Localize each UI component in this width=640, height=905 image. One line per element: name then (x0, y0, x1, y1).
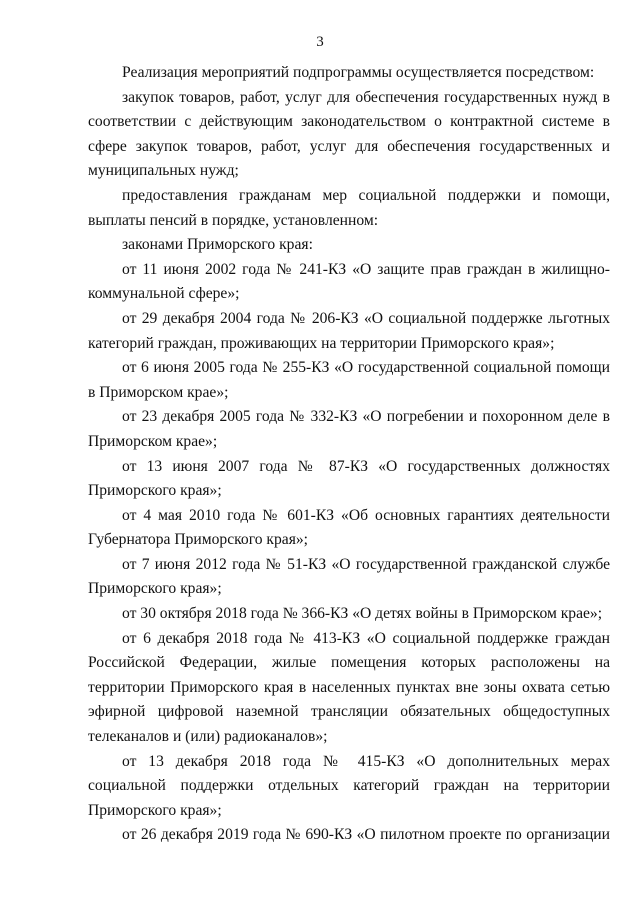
law-item-366-kz: от 30 октября 2018 года № 366-КЗ «О детях войны в Приморском крае»; (122, 605, 603, 623)
law-item-51-kz: от 7 июня 2012 года № 51-КЗ «О государственной гражданской службе Приморского края»; (88, 555, 610, 598)
law-item-413-kz: от 6 декабря 2018 года № 413-КЗ «О социальной поддержке граждан Российской Федерации, жилые помещения которых расположены на территории Приморского края в населенных пунктах вне зоны охвата сетью эфирной цифровой наземной трансляции обязательных общедоступных телеканалов и (или) радиоканалов»; (88, 629, 610, 746)
law-item-690-kz: от 26 декабря 2019 года № 690-КЗ «О пилотном проекте по организации (122, 826, 610, 844)
page-number: 3 (316, 34, 324, 50)
law-item-415-kz: от 13 декабря 2018 года № 415-КЗ «О дополнительных мерах социальной поддержки отдельных категорий граждан на территории Приморского края»; (88, 752, 610, 819)
law-item-255-kz: от 6 июня 2005 года № 255-КЗ «О государственной социальной помощи в Приморском крае»; (88, 359, 610, 401)
law-item-332-kz: от 23 декабря 2005 года № 332-КЗ «О погребении и похоронном деле в Приморском крае»; (88, 408, 610, 450)
law-item-206-kz: от 29 декабря 2004 года № 206-КЗ «О социальной поддержке льготных категорий граждан, проживающих на территории Приморского края»; (88, 309, 610, 352)
law-item-241-kz: от 11 июня 2002 года № 241-КЗ «О защите прав граждан в жилищно-коммунальной сфере»; (88, 260, 610, 303)
law-item-87-kz: от 13 июня 2007 года № 87-КЗ «О государственных должностях Приморского края»; (88, 457, 610, 500)
law-item-601-kz: от 4 мая 2010 года № 601-КЗ «Об основных гарантиях деятельности Губернатора Приморского края»; (88, 506, 610, 549)
paragraph-social-support: предоставления гражданам мер социальной поддержки и помощи, выплаты пенсий в порядке, установленном: (88, 186, 610, 229)
paragraph-intro: Реализация мероприятий подпрограммы осуществляется посредством: (122, 64, 595, 81)
document-body (88, 61, 610, 848)
paragraph-laws-heading: законами Приморского края: (122, 236, 313, 254)
paragraph-procurement: закупок товаров, работ, услуг для обеспечения государственных нужд в соответствии с действующим законодательством о контрактной системе в сфере закупок товаров, работ, услуг для обеспечения государственных и муниципальных нужд; (88, 88, 610, 180)
